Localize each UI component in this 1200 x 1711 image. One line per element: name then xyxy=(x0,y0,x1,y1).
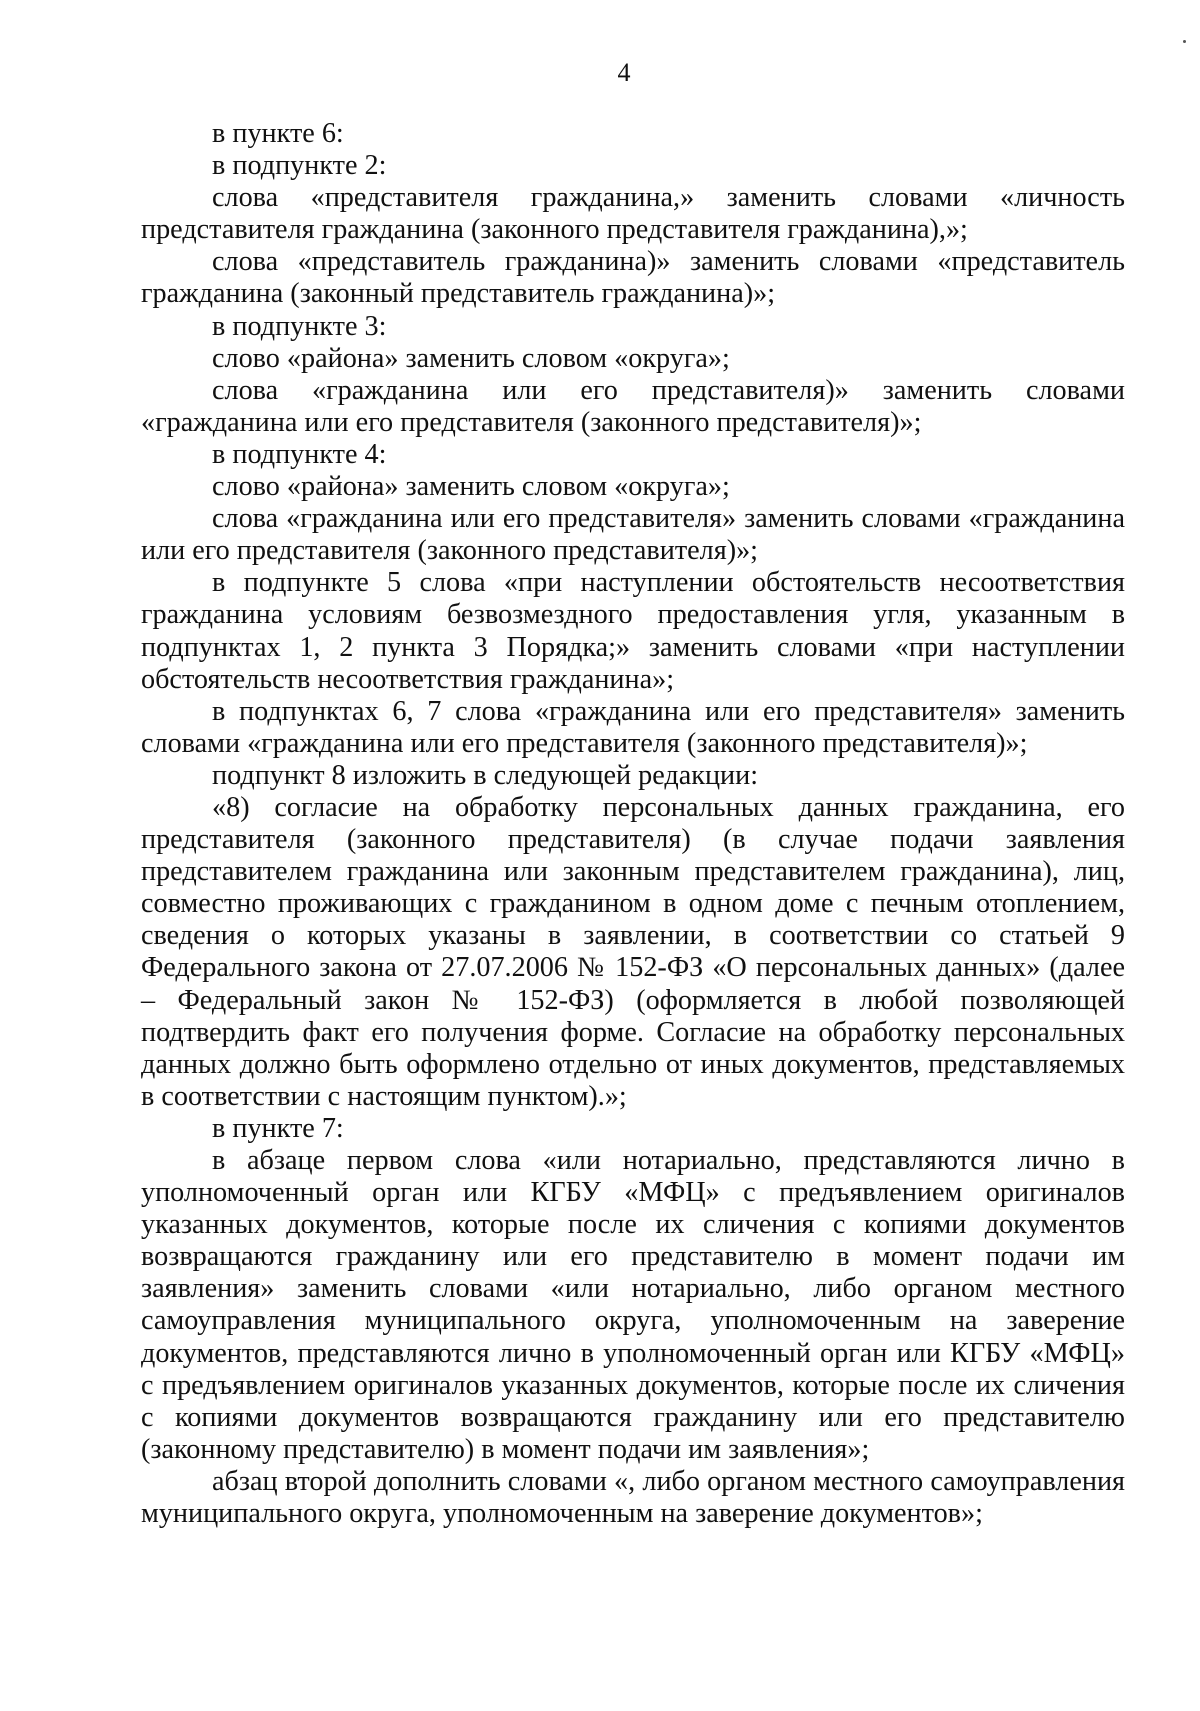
paragraph-podpunkt-3: в подпункте 3: xyxy=(212,310,387,342)
paragraph-podpunkt-8-text: «8) согласие на обработку персональных данных гражданина, его представителя (законного представителя) (в случае подачи заявления представителем гражданина или законным представителем гражданина), лиц, совместно проживающих с гражданином в одном доме с печным отоплением, сведения о которых указаны в заявлении, в соответствии со статьей 9 Федерального закона от 27.07.2006 № 152-ФЗ «О персональных данных» (далее – Федеральный закон № 152-ФЗ) (оформляется в любой позволяющей подтвердить факт его получения форме. Согласие на обработку персональных данных должно быть оформлено отдельно от иных документов, представляемых в соответствии с настоящим пунктом).»; xyxy=(141,791,1125,1112)
paragraph-punkt-6: в пункте 6: xyxy=(212,118,344,149)
scan-speck xyxy=(1183,40,1186,43)
paragraph-abzac-pervyy: в абзаце первом слова «или нотариально, представляются лично в уполномоченный орган или КГБУ «МФЦ» с предъявлением оригиналов указанных документов, которые после их сличения с копиями документов возвращаются гражданину или его представителю в момент подачи им заявления» заменить словами «или нотариально, либо органом местного самоуправления муниципального округа, уполномоченным на заверение документов, представляются лично в уполномоченный орган или КГБУ «МФЦ» с предъявлением оригиналов указанных документов, которые после их сличения с копиями документов возвращаются гражданину или его представителю (законному представителю) в момент подачи им заявления»; xyxy=(141,1145,1125,1465)
paragraph-podpunkt-4: в подпункте 4: xyxy=(212,438,387,470)
paragraph-rayona-okruga-2: слово «района» заменить словом «округа»; xyxy=(212,471,730,503)
paragraph-podpunkt-8-intro: подпункт 8 изложить в следующей редакции: xyxy=(212,759,759,791)
paragraph-abzac-vtoroy: абзац второй дополнить словами «, либо органом местного самоуправления муниципального округа, уполномоченным на заверение документов»; xyxy=(141,1465,1125,1530)
paragraph-rayona-okruga-1: слово «района» заменить словом «округа»; xyxy=(212,342,730,374)
paragraph-podpunkt-2: в подпункте 2: xyxy=(212,150,387,182)
paragraph-podpunkty-6-7: в подпунктах 6, 7 слова «гражданина или его представителя» заменить словами «гражданина или его представителя (законного представителя)»; xyxy=(141,695,1125,759)
paragraph-punkt-7: в пункте 7: xyxy=(212,1112,344,1144)
paragraph-amendment-grazhdanina-2: слова «гражданина или его представителя» заменить словами «гражданина или его представителя (законного представителя)»; xyxy=(141,503,1125,567)
document-body xyxy=(141,118,1125,1530)
paragraph-amendment-lichnost: слова «представителя гражданина,» заменить словами «личность представителя гражданина (законного представителя гражданина),»; xyxy=(141,182,1125,246)
paragraph-amendment-grazhdanina-1: слова «гражданина или его представителя)» заменить словами «гражданина или его представителя (законного представителя)»; xyxy=(141,374,1125,438)
paragraph-amendment-predstavitel: слова «представитель гражданина)» заменить словами «представитель гражданина (законный представитель гражданина)»; xyxy=(141,246,1125,310)
page-number: 4 xyxy=(617,58,631,87)
paragraph-podpunkt-5: в подпункте 5 слова «при наступлении обстоятельств несоответствия гражданина условиям безвозмездного предоставления угля, указанным в подпунктах 1, 2 пункта 3 Порядка;» заменить словами «при наступлении обстоятельств несоответствия гражданина»; xyxy=(141,567,1125,695)
